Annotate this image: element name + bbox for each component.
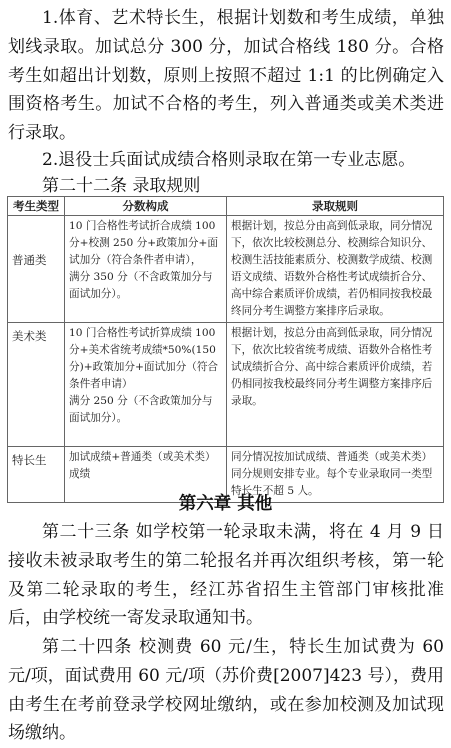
cell-rule: 根据计划，按总分由高到低录取，同分情况下，依次比较校测总分、校测综合知识分、校测生活技能素质分、校测数学成绩、校测语文成绩、语数外合格性考试成绩折合分、高中综合素质评价成绩，若仍相同按我校最终同分考生调整方案排序后录取。 — [227, 216, 444, 323]
paragraph-special-talent: 1.体育、艺术特长生，根据计划数和考生成绩，单独划线录取。加试总分 300 分，加试合格线 180 分。合格考生如超出计划数，原则上按照不超过 1:1 的比例确定入围资格考生。加试不合格的考生，列入普通类或美术类进行录取。 — [8, 8, 444, 144]
article-23: 第二十三条 如学校第一轮录取未满，将在 4 月 9 日接收未被录取考生的第二轮报名并再次组织考核，第一轮及第二轮录取的考生，经江苏省招生主管部门审核批准后，由学校统一寄发录取通知书。 — [8, 522, 444, 629]
cell-composition: 加试成绩+普通类（或美术类）成绩 — [65, 447, 227, 503]
table-row — [8, 323, 444, 447]
admission-rules-table — [7, 196, 444, 503]
article-24: 第二十四条 校测费 60 元/生，特长生加试费为 60 元/项，面试费用 60 元/项（苏价费[2007]423 号），费用由考生在考前登录学校网址缴纳，或在参加校测及加试现场缴纳。 — [8, 637, 444, 744]
header-candidate-type: 考生类型 — [8, 197, 65, 216]
cell-type: 普通类 — [8, 216, 65, 323]
cell-type: 特长生 — [8, 447, 65, 503]
cell-composition: 10 门合格性考试折合成绩 100 分+校测 250 分+政策加分+面试加分（符合条件者申请）， 满分 350 分（不含政策加分与面试加分）。 — [65, 216, 227, 323]
header-admission-rule: 录取规则 — [227, 197, 444, 216]
cell-composition: 10 门合格性考试折算成绩 100 分+美术省统考成绩*50%(150 分)+政策加分+面试加分（符合条件者申请） 满分 250 分（不含政策加分与面试加分）。 — [65, 323, 227, 447]
header-score-composition: 分数构成 — [65, 197, 227, 216]
paragraph-veterans: 2.退役士兵面试成绩合格则录取在第一专业志愿。 — [42, 150, 416, 170]
article-22-heading: 第二十二条 录取规则 — [42, 176, 201, 196]
chapter-6-heading: 第六章 其他 — [178, 494, 273, 514]
cell-rule: 同分情况按加试成绩、普通类（或美术类）同分规则安排专业。每个专业录取同一类型特长生不超 5 人。 — [227, 447, 444, 503]
cell-type: 美术类 — [8, 323, 65, 447]
table-row — [8, 216, 444, 323]
cell-rule: 根据计划，按总分由高到低录取，同分情况下，依次比较省统考成绩、语数外合格性考试成绩折合分、高中综合素质评价成绩，若仍相同按我校最终同分考生调整方案排序后录取。 — [227, 323, 444, 447]
table-header-row — [8, 197, 444, 216]
